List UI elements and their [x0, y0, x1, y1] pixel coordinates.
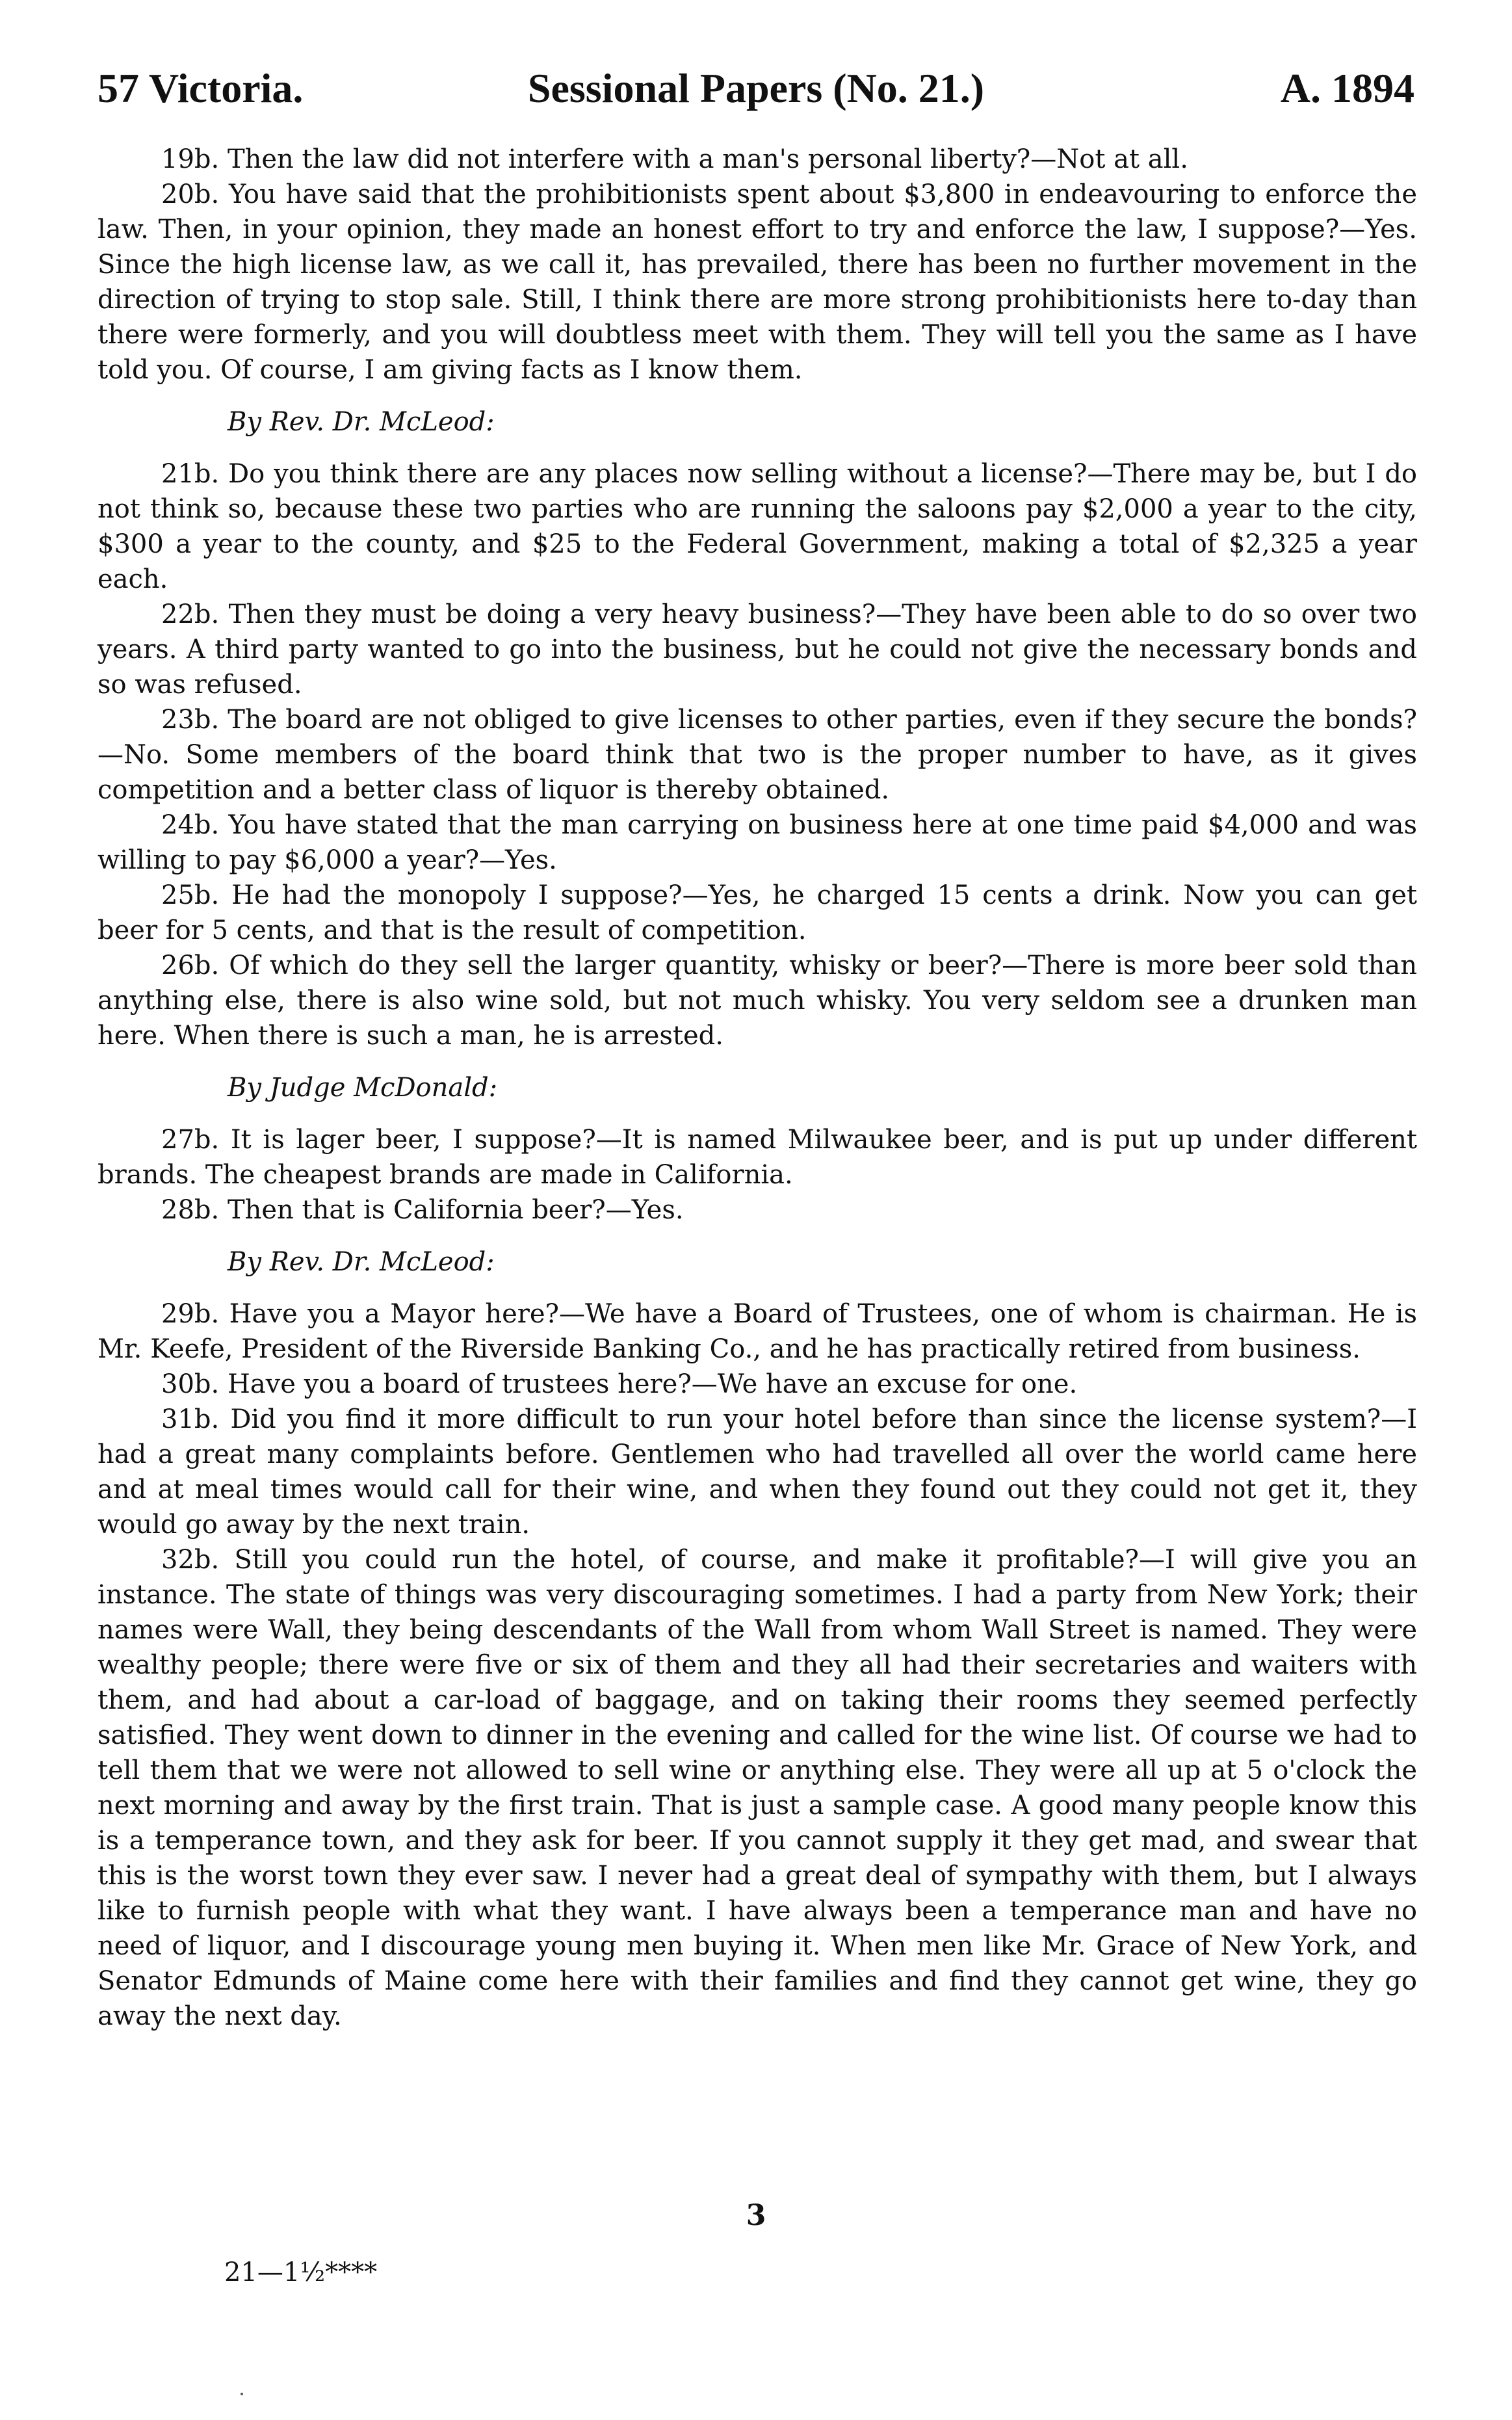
paragraph-text: He had the monopoly I suppose?—Yes, he charged 15 cents a drink. Now you can get beer for 5 cents, and that is the result of competition. [98, 880, 1417, 945]
paragraph-text: Have you a Mayor here?—We have a Board of Trustees, one of whom is chairman. He is Mr. Keefe, President of the Riverside Banking Co., and he has practically retired from business. [98, 1299, 1418, 1364]
testimony-paragraph [98, 948, 1417, 1053]
testimony-paragraph [98, 808, 1417, 878]
speaker-heading: By Rev. Dr. McLeod: [228, 407, 495, 437]
question-number: 23b. [161, 705, 220, 735]
paragraph-text: The board are not obliged to give licenses to other parties, even if they secure the bonds?—No. Some members of the board think that two is the proper number to have, as it gives competition and a better class of liquor is thereby obtained. [98, 705, 1417, 805]
testimony-paragraph [98, 142, 1417, 177]
question-number: 20b. [161, 179, 220, 209]
testimony-paragraph [98, 1402, 1417, 1542]
print-speck [241, 2393, 243, 2395]
testimony-paragraph [98, 456, 1417, 597]
printer-signature: 21—1½**** [224, 2257, 378, 2287]
question-number: 28b. [161, 1195, 220, 1225]
testimony-paragraph [98, 878, 1417, 948]
paragraph-text: Then they must be doing a very heavy business?—They have been able to do so over two years. A third party wanted to go into the business, but he could not give the necessary bonds and so was refused. [98, 599, 1417, 700]
header-title: Sessional Papers (No. 21.) [527, 65, 985, 111]
header-volume: 57 Victoria. [98, 65, 304, 111]
testimony-paragraph [98, 1192, 1417, 1228]
paragraph-text: Then that is California beer?—Yes. [227, 1195, 684, 1225]
question-number: 22b. [161, 599, 220, 629]
question-number: 29b. [161, 1299, 220, 1329]
question-number: 26b. [161, 951, 220, 980]
paragraph-text: It is lager beer, I suppose?—It is named Milwaukee beer, and is put up under different brands. The cheapest brands are made in California. [98, 1125, 1417, 1190]
paragraph-text: Then the law did not interfere with a man's personal liberty?—Not at all. [227, 144, 1188, 174]
paragraph-text: Did you find it more difficult to run your hotel before than since the license system?—I had a great many complaints before. Gentlemen who had travelled all over the world came here and at meal times would call for their wine, and when they found out they could not get it, they would go away by the next train. [98, 1404, 1417, 1540]
page-header [98, 62, 1414, 114]
page-number: 3 [746, 2199, 766, 2232]
testimony-paragraph [98, 177, 1417, 388]
paragraph-text: Of which do they sell the larger quantity, whisky or beer?—There is more beer sold than anything else, there is also wine sold, but not much whisky. You very seldom see a drunken man here. When there is such a man, he is arrested. [98, 951, 1417, 1051]
testimony-paragraph [98, 1122, 1417, 1192]
question-number: 32b. [161, 1545, 220, 1575]
paragraph-text: You have said that the prohibitionists spent about $3,800 in endeavouring to enforce the law. Then, in your opinion, they made an honest effort to try and enforce the law, I suppose?—Yes. Since the high license law, as we call it, has prevailed, there has been no further movement in the direction of trying to stop sale. Still, I think there are more strong prohibitionists here to-day than there were formerly, and you will doubtless meet with them. They will tell you the same as I have told you. Of course, I am giving facts as I know them. [98, 179, 1417, 385]
question-number: 24b. [161, 810, 220, 840]
paragraph-text: Have you a board of trustees here?—We have an excuse for one. [227, 1369, 1078, 1399]
question-number: 30b. [161, 1369, 220, 1399]
question-number: 27b. [161, 1125, 220, 1155]
header-year: A. 1894 [1280, 65, 1414, 111]
question-number: 25b. [161, 880, 220, 910]
testimony-paragraph [98, 1367, 1417, 1402]
document-body [98, 142, 1417, 2034]
speaker-heading: By Judge McDonald: [228, 1073, 498, 1103]
question-number: 19b. [161, 144, 220, 174]
testimony-paragraph [98, 702, 1417, 808]
question-number: 31b. [161, 1404, 220, 1434]
paragraph-text: Do you think there are any places now selling without a license?—There may be, but I do not think so, because these two parties who are running the saloons pay $2,000 a year to the city, $300 a year to the county, and $25 to the Federal Government, making a total of $2,325 a year each. [98, 459, 1418, 594]
testimony-paragraph [98, 1296, 1417, 1367]
testimony-paragraph [98, 1542, 1417, 2034]
paragraph-text: You have stated that the man carrying on business here at one time paid $4,000 and was willing to pay $6,000 a year?—Yes. [98, 810, 1417, 875]
speaker-heading: By Rev. Dr. McLeod: [228, 1247, 495, 1277]
testimony-paragraph [98, 597, 1417, 702]
paragraph-text: Still you could run the hotel, of course, and make it profitable?—I will give you an instance. The state of things was very discouraging sometimes. I had a party from New York; their names were Wall, they being descendants of the Wall from whom Wall Street is named. They were wealthy people; there were five or six of them and they all had their secretaries and waiters with them, and had about a car-load of baggage, and on taking their rooms they seemed perfectly satisfied. They went down to dinner in the evening and called for the wine list. Of course we had to tell them that we were not allowed to sell wine or anything else. They were all up at 5 o'clock the next morning and away by the first train. That is just a sample case. A good many people know this is a temperance town, and they ask for beer. If you cannot supply it they get mad, and swear that this is the worst town they ever saw. I never had a great deal of sympathy with them, but I always like to furnish people with what they want. I have always been a temperance man and have no need of liquor, and I discourage young men buying it. When men like Mr. Grace of New York, and Senator Edmunds of Maine come here with their families and find they cannot get wine, they go away the next day. [98, 1545, 1417, 2031]
question-number: 21b. [161, 459, 220, 489]
